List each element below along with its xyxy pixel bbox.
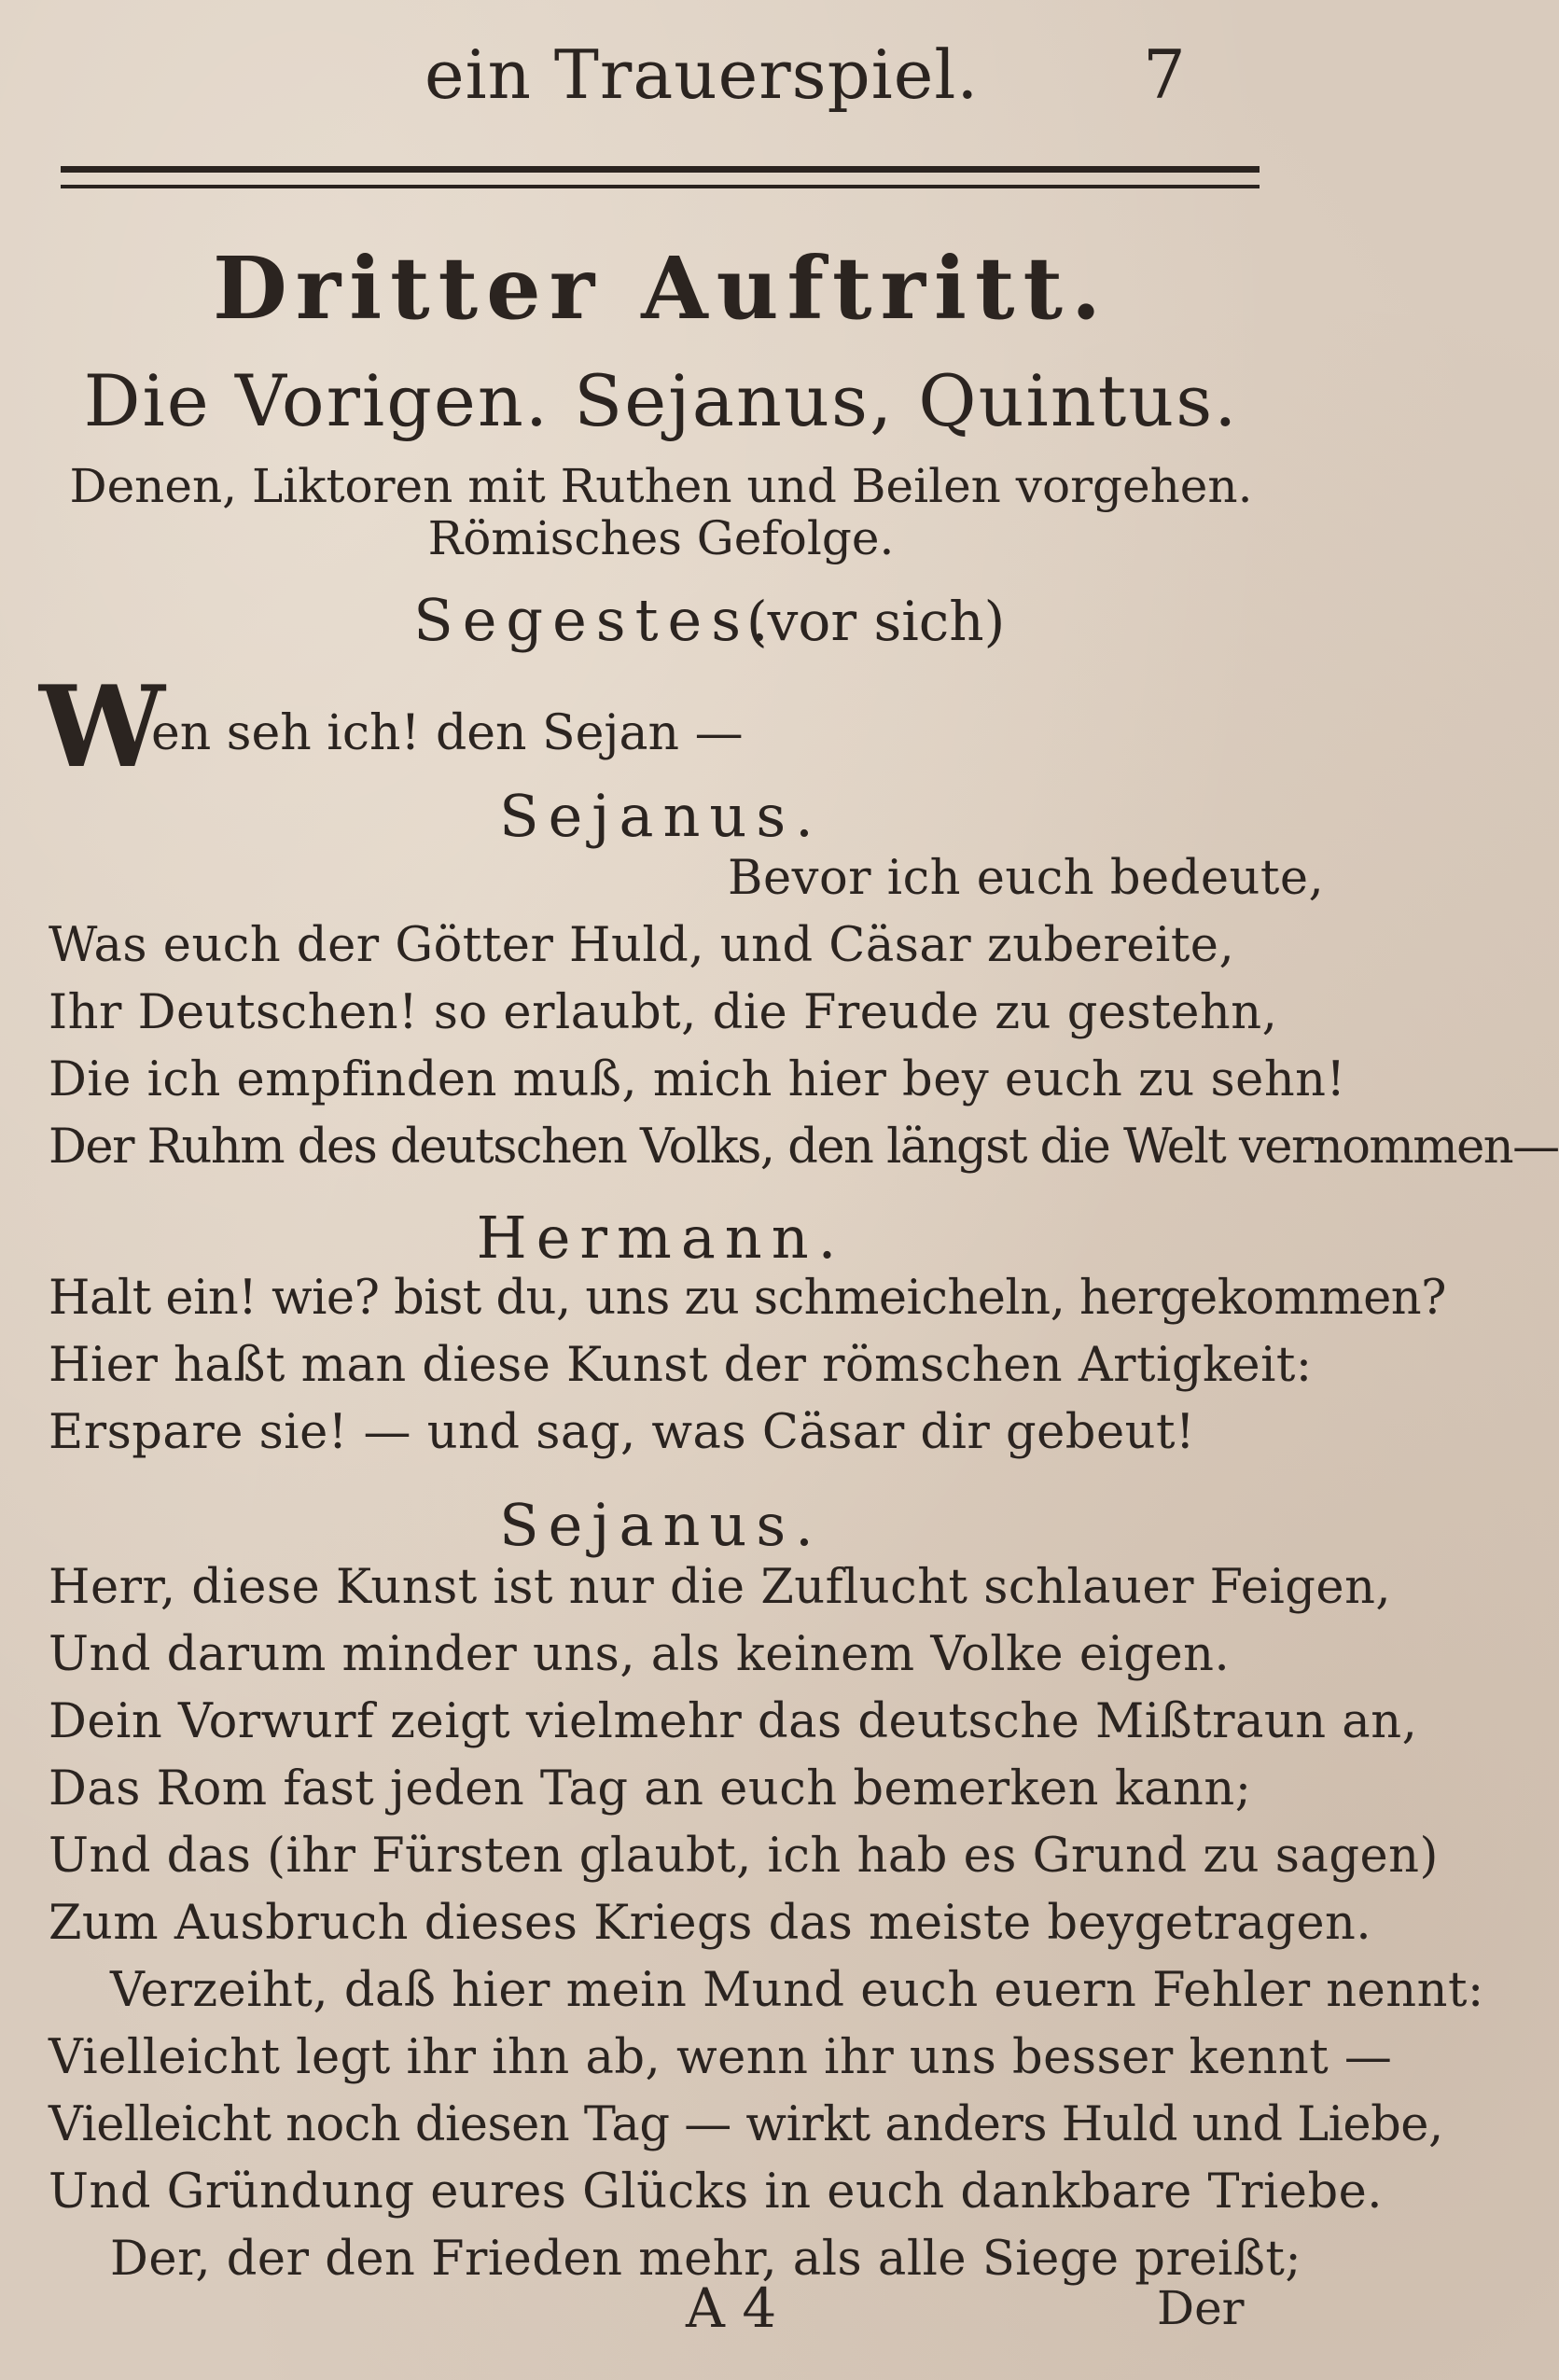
speaker-name: Hermann. [476,1204,846,1272]
verse-line: Das Rom fast jeden Tag an euch bemerken kann; [49,1761,1252,1816]
verse-line: Halt ein! wie? bist du, uns zu schmeicheln, hergekommen? [49,1271,1446,1326]
running-title: ein Trauerspiel. [425,35,980,114]
speaker-name: Segestes. [413,586,778,654]
verse-line: Vielleicht legt ihr ihn ab, wenn ihr uns besser kennt — [49,2030,1393,2085]
verse-line: Und das (ihr Fürsten glaubt, ich hab es Grund zu sagen) [49,1829,1439,1884]
header-rule-thin [61,185,1260,188]
header-rule-thick [61,166,1260,173]
verse-line: Und darum minder uns, als keinem Volke eigen. [49,1627,1231,1682]
drop-initial: W [39,661,165,793]
verse-line: Der Ruhm des deutschen Volks, den längst die Welt vernommen— [49,1120,1559,1175]
verse-line: Erspare sie! — und sag, was Cäsar dir gebeut! [49,1405,1195,1460]
verse-line: Verzeiht, daß hier mein Mund euch euern Fehler nennt: [110,1963,1484,2018]
stage-direction: Römisches Gefolge. [427,511,895,565]
verse-text: en seh ich! den Sejan — [151,705,744,761]
cast-list: Die Vorigen. Sejanus, Quintus. [83,359,1239,442]
verse-line: Der, der den Frieden mehr, als alle Siege preißt; [110,2232,1302,2287]
verse-line: Herr, diese Kunst ist nur die Zuflucht schlauer Feigen, [49,1560,1392,1615]
running-head [0,26,1322,119]
stage-aside: (vor sich) [746,590,1006,653]
verse-line: Die ich empfinden muß, mich hier bey euch zu sehn! [49,1052,1346,1107]
page-number: 7 [1143,35,1186,114]
scene-title: Dritter Auftritt. [212,238,1109,339]
catchword: Der [1157,2281,1245,2335]
verse-line: Dein Vorwurf zeigt vielmehr das deutsche Mißtraun an, [49,1694,1418,1749]
stage-direction: Denen, Liktoren mit Ruthen und Beilen vorgehen. [69,459,1253,513]
verse-line: Bevor ich euch bedeute, [728,851,1325,906]
verse-line: Zum Ausbruch dieses Kriegs das meiste beygetragen. [49,1896,1372,1951]
signature-mark: A 4 [686,2276,777,2340]
speaker-name: Sejanus. [499,1491,823,1559]
verse-line: Vielleicht noch diesen Tag — wirkt anders Huld und Liebe, [49,2097,1443,2152]
verse-line: Was euch der Götter Huld, und Cäsar zubereite, [49,918,1235,973]
speaker-name: Sejanus. [499,782,823,850]
verse-line: Und Gründung eures Glücks in euch dankbare Triebe. [49,2164,1383,2220]
verse-line: Hier haßt man diese Kunst der römschen Artigkeit: [49,1338,1313,1393]
verse-line: Ihr Deutschen! so erlaubt, die Freude zu gestehn, [49,985,1278,1040]
